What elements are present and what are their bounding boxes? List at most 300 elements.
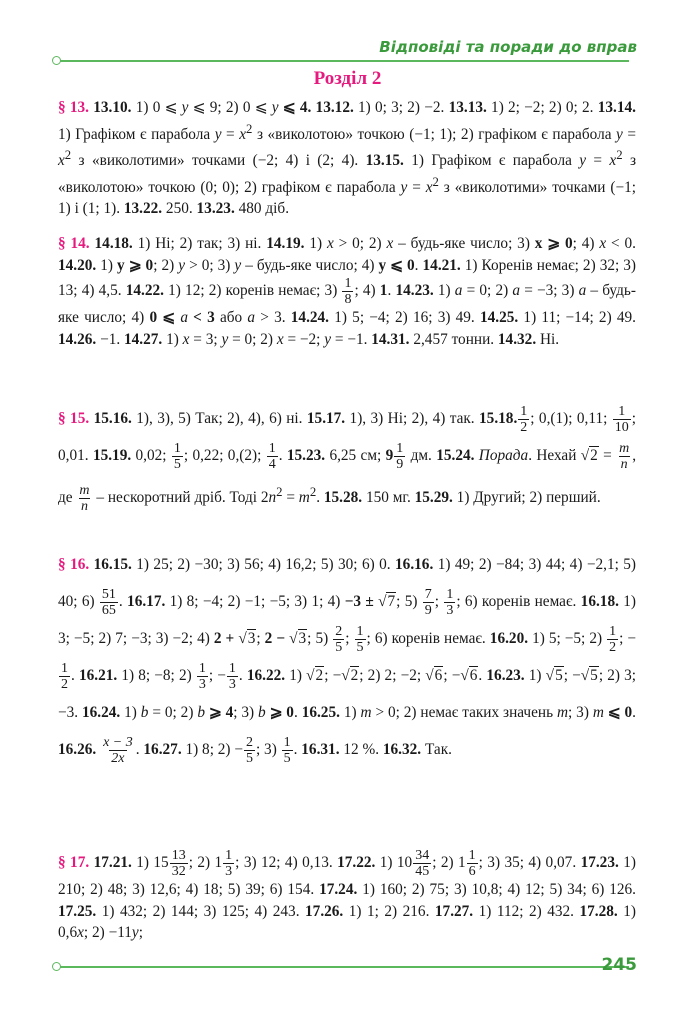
page-number: 245	[601, 955, 637, 975]
text-span: n	[268, 489, 277, 507]
text-span: 14.22.	[125, 282, 164, 300]
text-span: y ⩽ 0	[378, 256, 415, 274]
text-span: ; 0,22; 0,(2);	[183, 447, 266, 464]
text-span: 17.25.	[58, 902, 97, 920]
fraction-numerator: 1	[61, 660, 68, 676]
text-span: 16.20.	[489, 630, 529, 647]
text-span: ; 2)	[153, 256, 179, 274]
text-span: x	[425, 178, 433, 196]
text-span: 17.22.	[337, 854, 376, 872]
section-16-label: § 16.	[58, 556, 90, 573]
fraction-denominator: 3	[446, 602, 454, 618]
text-span: 14.31.	[371, 330, 410, 348]
text-span: x	[326, 235, 334, 252]
text-span: 17.24.	[319, 881, 358, 898]
fraction	[282, 735, 293, 766]
text-span: 14.21.	[422, 256, 461, 274]
text-span: ; 2) 3; −3.	[58, 667, 637, 721]
fraction-numerator: m	[619, 440, 630, 456]
text-span: y	[324, 330, 332, 348]
text-span: y	[271, 99, 279, 116]
text-span: .	[238, 667, 247, 684]
mixed-whole: 1	[214, 854, 223, 872]
text-span: 1) 5; −5; 2)	[528, 630, 607, 647]
radicand: 2	[350, 667, 359, 684]
text-span: ; 3) 35; 4) 0,07.	[478, 854, 581, 872]
text-span: 1) 11; −14; 2) 49.	[518, 309, 636, 326]
fraction-numerator: 1	[446, 586, 454, 602]
header-rule	[58, 60, 629, 62]
text-span: x	[77, 924, 84, 941]
text-span: 1)	[96, 256, 118, 274]
text-span: 2	[432, 174, 439, 189]
fraction	[444, 587, 455, 618]
fraction	[423, 587, 434, 618]
text-span: 1) Графіком є парабола	[58, 125, 215, 143]
text-span: = 0; 2)	[148, 704, 198, 721]
footer-rule	[58, 966, 629, 968]
text-span: y	[221, 330, 229, 348]
mixed-number	[385, 440, 407, 472]
text-span: 2	[246, 121, 253, 136]
fraction-denominator: 3	[225, 864, 233, 879]
text-span: 13.22.	[123, 200, 163, 218]
text-span: з «виколотими» точками (−2; 4) і (2; 4).	[71, 152, 366, 170]
text-span: =	[586, 152, 610, 170]
text-span: 15.19.	[92, 447, 132, 464]
text-span: 17.21.	[93, 854, 132, 872]
fraction-denominator: 5	[356, 639, 364, 655]
text-span: 2 −	[264, 630, 290, 647]
running-head: Відповіді та поради до вправ	[379, 38, 637, 56]
text-span: 2 +	[213, 630, 239, 647]
section-14-label: § 14.	[58, 235, 90, 252]
fraction-denominator: n	[620, 456, 628, 472]
text-span: . Нехай	[528, 447, 581, 464]
text-span: y	[234, 256, 242, 274]
fraction-numerator: 1	[468, 848, 476, 863]
text-span: 17.26.	[305, 902, 344, 920]
text-span: 16.32.	[382, 741, 422, 758]
text-span: , де	[58, 447, 637, 507]
mixed-number	[396, 848, 432, 879]
section-15-label: § 15.	[58, 410, 90, 427]
text-span: 1)	[304, 235, 327, 252]
fraction-denominator: 5	[173, 456, 181, 472]
text-span: 16.23.	[486, 667, 525, 684]
text-span: ; 5)	[396, 593, 422, 610]
text-span: 14.24.	[290, 309, 330, 326]
text-span: 16.17.	[127, 593, 166, 610]
text-span: 1) 1; 2) 216.	[343, 902, 435, 920]
fraction	[223, 848, 234, 879]
fraction-denominator: 10	[614, 419, 629, 435]
text-span: x	[599, 235, 607, 252]
text-span: .	[414, 256, 423, 274]
text-span: ; 3) 12; 4) 0,13.	[235, 854, 338, 872]
fraction	[617, 441, 631, 472]
fraction	[227, 661, 238, 692]
section-14-paragraph	[58, 233, 636, 350]
fraction-numerator: 51	[101, 586, 116, 602]
text-span: .	[135, 741, 144, 758]
text-span: ⩾ 0	[265, 704, 294, 721]
section-17-paragraph	[58, 848, 636, 944]
square-root: √7	[378, 593, 396, 610]
text-span: – будь-яке число; 4)	[58, 282, 636, 326]
text-span: 1) 160; 2) 75; 3) 10,8; 4) 12; 5) 34; 6) 126.	[357, 881, 636, 898]
fraction-numerator: 1	[396, 440, 404, 456]
text-span: 1)	[375, 854, 397, 872]
text-span: 14.27.	[124, 330, 163, 348]
text-span: 16.25.	[301, 704, 340, 721]
text-span: 1) 0 ⩽	[131, 99, 182, 116]
text-span: x	[276, 330, 284, 348]
text-span: 1) 210; 2) 48; 3) 12,6; 4) 18; 5) 39; 6) 154.	[58, 854, 636, 898]
text-span: =	[598, 447, 617, 464]
fraction-numerator: x − 3	[103, 734, 133, 750]
mixed-whole: 9	[385, 447, 394, 464]
text-span: Так.	[421, 741, 452, 758]
mixed-whole: 1	[458, 854, 466, 872]
fraction-numerator: 1	[344, 276, 352, 291]
text-span: 15.18.	[479, 410, 518, 427]
text-span: 1) 5; −4; 2) 16; 3) 49.	[329, 309, 480, 326]
text-span: 1) Графіком є парабола	[403, 152, 580, 170]
fraction-numerator: 7	[424, 586, 432, 602]
text-span: 1)	[339, 704, 361, 721]
square-root: √5	[545, 667, 563, 684]
text-span: y	[178, 256, 186, 274]
mixed-number	[214, 848, 236, 879]
text-span: =	[221, 125, 240, 143]
text-span: .	[71, 667, 79, 684]
text-span: 1) 2; −2; 2) 0; 2.	[486, 99, 598, 116]
mixed-number	[153, 848, 188, 879]
text-span: b	[258, 704, 266, 721]
fraction-denominator: 9	[424, 602, 432, 618]
text-span: – будь-яке число; 4)	[241, 256, 379, 274]
fraction	[59, 661, 70, 692]
text-span: 1) 0,6	[58, 902, 636, 941]
text-span: 13.13.	[448, 99, 487, 116]
text-span: −3 ±	[344, 593, 379, 610]
text-span: y ⩾ 0	[117, 256, 154, 274]
text-span: = 0; 2)	[228, 330, 277, 348]
text-span: ; 0,01.	[58, 410, 636, 464]
text-span: 1), 3), 5) Так; 2), 4), 6) ні.	[131, 410, 307, 427]
text-span: 16.24.	[82, 704, 121, 721]
text-span: b	[197, 704, 205, 721]
text-span: m	[298, 489, 310, 507]
text-span: ; 2)	[188, 854, 215, 872]
text-span: ; 5)	[307, 630, 333, 647]
text-span: 15.17.	[306, 410, 346, 427]
text-span: 13.15.	[365, 152, 404, 170]
fraction-denominator: 6	[468, 864, 476, 879]
fraction-denominator: 3	[198, 676, 206, 692]
text-span: 1)	[120, 704, 141, 721]
text-span: < 3	[187, 309, 215, 326]
text-span: 2	[276, 485, 283, 499]
text-span: ; 3)	[233, 704, 259, 721]
text-span: x	[239, 125, 247, 143]
text-span: 15.16.	[93, 410, 132, 427]
fraction-numerator: 1	[173, 440, 181, 456]
text-span: 6,25 см;	[325, 447, 386, 464]
text-span: 1) 0; 3; 2) −2.	[353, 99, 449, 116]
text-span: ⩽ 4. 13.12.	[278, 99, 354, 116]
square-root: √6	[460, 667, 478, 684]
text-span: 150 мг.	[362, 489, 415, 507]
fraction	[355, 624, 366, 655]
text-span: y	[181, 99, 189, 116]
section-13-paragraph	[58, 97, 636, 220]
radicand: 2	[315, 667, 324, 684]
section-15-paragraph	[58, 400, 636, 516]
text-span: 14.25.	[479, 309, 519, 326]
text-span: 16.15.	[93, 556, 132, 573]
text-span: 1) Коренів немає; 2) 32; 3) 13; 4) 4,5.	[58, 256, 636, 300]
fraction-denominator: 4	[268, 456, 276, 472]
fraction-denominator: n	[80, 499, 88, 515]
radicand: 5	[555, 667, 563, 684]
text-span: ⩾ 4	[204, 704, 234, 721]
text-span: .	[118, 593, 128, 610]
text-span: 1)	[162, 330, 183, 348]
text-span: a	[454, 282, 463, 300]
text-span: 1) 8; −4; 2) −1; −5; 3) 1; 4)	[165, 593, 345, 610]
text-span: 1) 8; −8; 2)	[117, 667, 196, 684]
text-span: y	[214, 125, 222, 143]
square-root: √6	[425, 667, 443, 684]
fraction	[518, 404, 529, 435]
fraction	[77, 483, 91, 514]
fraction	[342, 276, 353, 307]
fraction	[607, 624, 618, 655]
text-span: 1)	[131, 854, 154, 872]
text-span: .	[278, 447, 287, 464]
text-span: ; −	[324, 667, 342, 684]
text-span: 17.23.	[580, 854, 619, 872]
text-span: 1)	[285, 667, 307, 684]
text-span: =	[407, 178, 426, 196]
text-span: y	[616, 125, 623, 143]
square-root: √3	[289, 630, 307, 647]
text-span: y	[579, 152, 587, 170]
text-span: −1.	[96, 330, 124, 348]
text-span: 13.10.	[93, 99, 132, 116]
square-root: √5	[580, 667, 598, 684]
text-span: дм.	[406, 447, 437, 464]
radicand: 2	[590, 447, 598, 464]
text-span: 16.22.	[246, 667, 286, 684]
text-span: 2	[309, 485, 317, 499]
fraction-numerator: 1	[268, 440, 276, 456]
text-span: 16.21.	[78, 667, 118, 684]
text-span: a	[578, 282, 587, 300]
text-span: = 0; 2)	[462, 282, 513, 300]
text-span: 17.28.	[579, 902, 618, 920]
text-span: ;	[434, 593, 444, 610]
fraction-denominator: 2x	[111, 750, 125, 766]
text-span: > 0; 2)	[333, 235, 387, 252]
text-span: m	[556, 704, 569, 721]
chapter-title: Розділ 2	[313, 68, 382, 89]
fraction-denominator: 5	[283, 750, 291, 766]
text-span: > 0; 3)	[185, 256, 235, 274]
text-span: = −3; 3)	[520, 282, 579, 300]
text-span: 12 %.	[339, 741, 383, 758]
fraction-numerator: 1	[609, 623, 617, 639]
text-span: 1) Другий; 2) перший.	[452, 489, 601, 507]
text-span: ;	[138, 924, 143, 941]
text-span: 1	[379, 282, 388, 300]
fraction	[467, 848, 478, 879]
fraction-denominator: 2	[520, 419, 528, 435]
fraction-numerator: 13	[171, 848, 186, 863]
section-17-label: § 17.	[58, 854, 90, 872]
text-span: 0,02;	[131, 447, 171, 464]
text-span: ;	[345, 630, 354, 647]
fraction-denominator: 45	[415, 864, 430, 879]
mixed-whole: 15	[153, 854, 169, 872]
fraction	[100, 587, 118, 618]
text-span: 15.28.	[323, 489, 363, 507]
text-span: a	[512, 282, 521, 300]
text-span: Ні.	[536, 330, 560, 348]
mixed-whole: 10	[396, 854, 413, 872]
text-span: 2	[64, 148, 72, 163]
text-span: 14.32.	[497, 330, 537, 348]
text-span: ; 3)	[255, 741, 281, 758]
text-span: ; −	[563, 667, 581, 684]
text-span: ⩽ 0	[603, 704, 633, 721]
text-span: > 0; 2) немає таких значень	[371, 704, 557, 721]
text-span: – будь-яке число; 3)	[393, 235, 535, 252]
text-span: ; 2) 2; −2;	[359, 667, 426, 684]
text-span: a	[247, 309, 256, 326]
text-span: 13.23.	[196, 200, 235, 218]
text-span: 14.23.	[395, 282, 434, 300]
text-span: 16.16.	[395, 556, 434, 573]
text-span: 15.29.	[414, 489, 453, 507]
radicand: 3	[247, 630, 256, 647]
text-span: b	[140, 704, 149, 721]
fraction-numerator: 1	[225, 848, 233, 863]
text-span: ;	[256, 630, 265, 647]
text-span: .	[293, 741, 302, 758]
fraction-numerator: 1	[618, 403, 626, 419]
text-span: ; 4)	[572, 235, 600, 252]
radicand: 7	[387, 593, 396, 610]
fraction-numerator: 34	[415, 848, 430, 863]
text-span: = 3;	[189, 330, 222, 348]
text-span: 250.	[162, 200, 197, 218]
text-span: ; −	[208, 667, 226, 684]
text-span: x	[182, 330, 190, 348]
text-span: = −2;	[283, 330, 325, 348]
text-span: 1), 3) Ні; 2), 4) так.	[345, 410, 480, 427]
text-span: 13.14.	[597, 99, 636, 116]
fraction-numerator: 1	[356, 623, 364, 639]
text-span: x	[386, 235, 394, 252]
text-span: 1) Ні; 2) так; 3) ні.	[132, 235, 267, 252]
text-span: ; 2) −11	[83, 924, 132, 941]
text-span: ; −	[619, 630, 637, 647]
fraction-denominator: 8	[344, 292, 352, 307]
text-span: 1) 112; 2) 432.	[473, 902, 580, 920]
fraction-denominator: 2	[609, 639, 617, 655]
text-span: 1) 12; 2) коренів немає; 3)	[163, 282, 342, 300]
text-span: .	[632, 704, 636, 721]
text-span: 2	[616, 148, 623, 163]
fraction-denominator: 3	[228, 676, 236, 692]
fraction	[267, 441, 278, 472]
fraction-denominator: 5	[335, 639, 343, 655]
fraction	[413, 848, 431, 879]
text-span: 480 діб.	[234, 200, 290, 218]
text-span: з «виколотою» точкою (0; 0); 2) графіком є парабола	[58, 152, 637, 196]
text-span: – нескоротний дріб. Тоді	[92, 489, 261, 507]
mixed-number	[458, 848, 479, 879]
square-root: √3	[238, 630, 256, 647]
text-span: 1)	[524, 667, 546, 684]
text-span: 0 ⩽	[149, 309, 181, 326]
text-span: 14.20.	[58, 256, 97, 274]
fraction-numerator: m	[79, 483, 90, 499]
text-span: ; 0,(1); 0,11;	[530, 410, 612, 427]
text-span: 14.19.	[266, 235, 305, 252]
fraction	[170, 848, 188, 879]
text-span: x ⩾ 0	[534, 235, 573, 252]
text-span: 2,457 тонни.	[409, 330, 498, 348]
radicand: 6	[434, 667, 443, 684]
fraction-denominator: 65	[101, 602, 116, 618]
text-span: 1) 432; 2) 144; 3) 125; 4) 243.	[96, 902, 306, 920]
text-span: < 0.	[606, 235, 637, 252]
text-span: 2	[260, 489, 269, 507]
fraction-numerator: 1	[283, 734, 291, 750]
fraction-denominator: 5	[245, 750, 253, 766]
text-span: Порада	[478, 447, 529, 464]
text-span: 16.26.	[58, 741, 97, 758]
fraction	[101, 735, 135, 766]
square-root: √2	[580, 447, 598, 464]
text-span: з «виколотою» точкою (−1; 1); 2) графіком є парабола	[252, 125, 617, 143]
text-span: 17.27.	[434, 902, 474, 920]
fraction-numerator: 1	[520, 403, 528, 419]
text-span: з «виколотими» точками (−1; 1) і (1; 1).	[58, 178, 636, 218]
square-root: √2	[306, 667, 324, 684]
fraction-numerator: 1	[198, 660, 206, 676]
text-span: 16.31.	[301, 741, 340, 758]
fraction-denominator: 32	[171, 864, 186, 879]
text-span: 16.27.	[143, 741, 182, 758]
fraction	[197, 661, 208, 692]
text-span: = −1.	[331, 330, 372, 348]
text-span: 1) 25; 2) −30; 3) 56; 4) 16,2; 5) 30; 6) 0.	[131, 556, 396, 573]
text-span: ; 3)	[568, 704, 593, 721]
text-span: y	[400, 178, 408, 196]
text-span: .	[316, 489, 324, 507]
text-span: .	[478, 667, 487, 684]
text-span: y	[131, 924, 139, 941]
radicand: 5	[590, 667, 598, 684]
text-span: або	[214, 309, 248, 326]
text-span: m	[360, 704, 372, 721]
text-span: ; 6) коренів немає.	[366, 630, 490, 647]
